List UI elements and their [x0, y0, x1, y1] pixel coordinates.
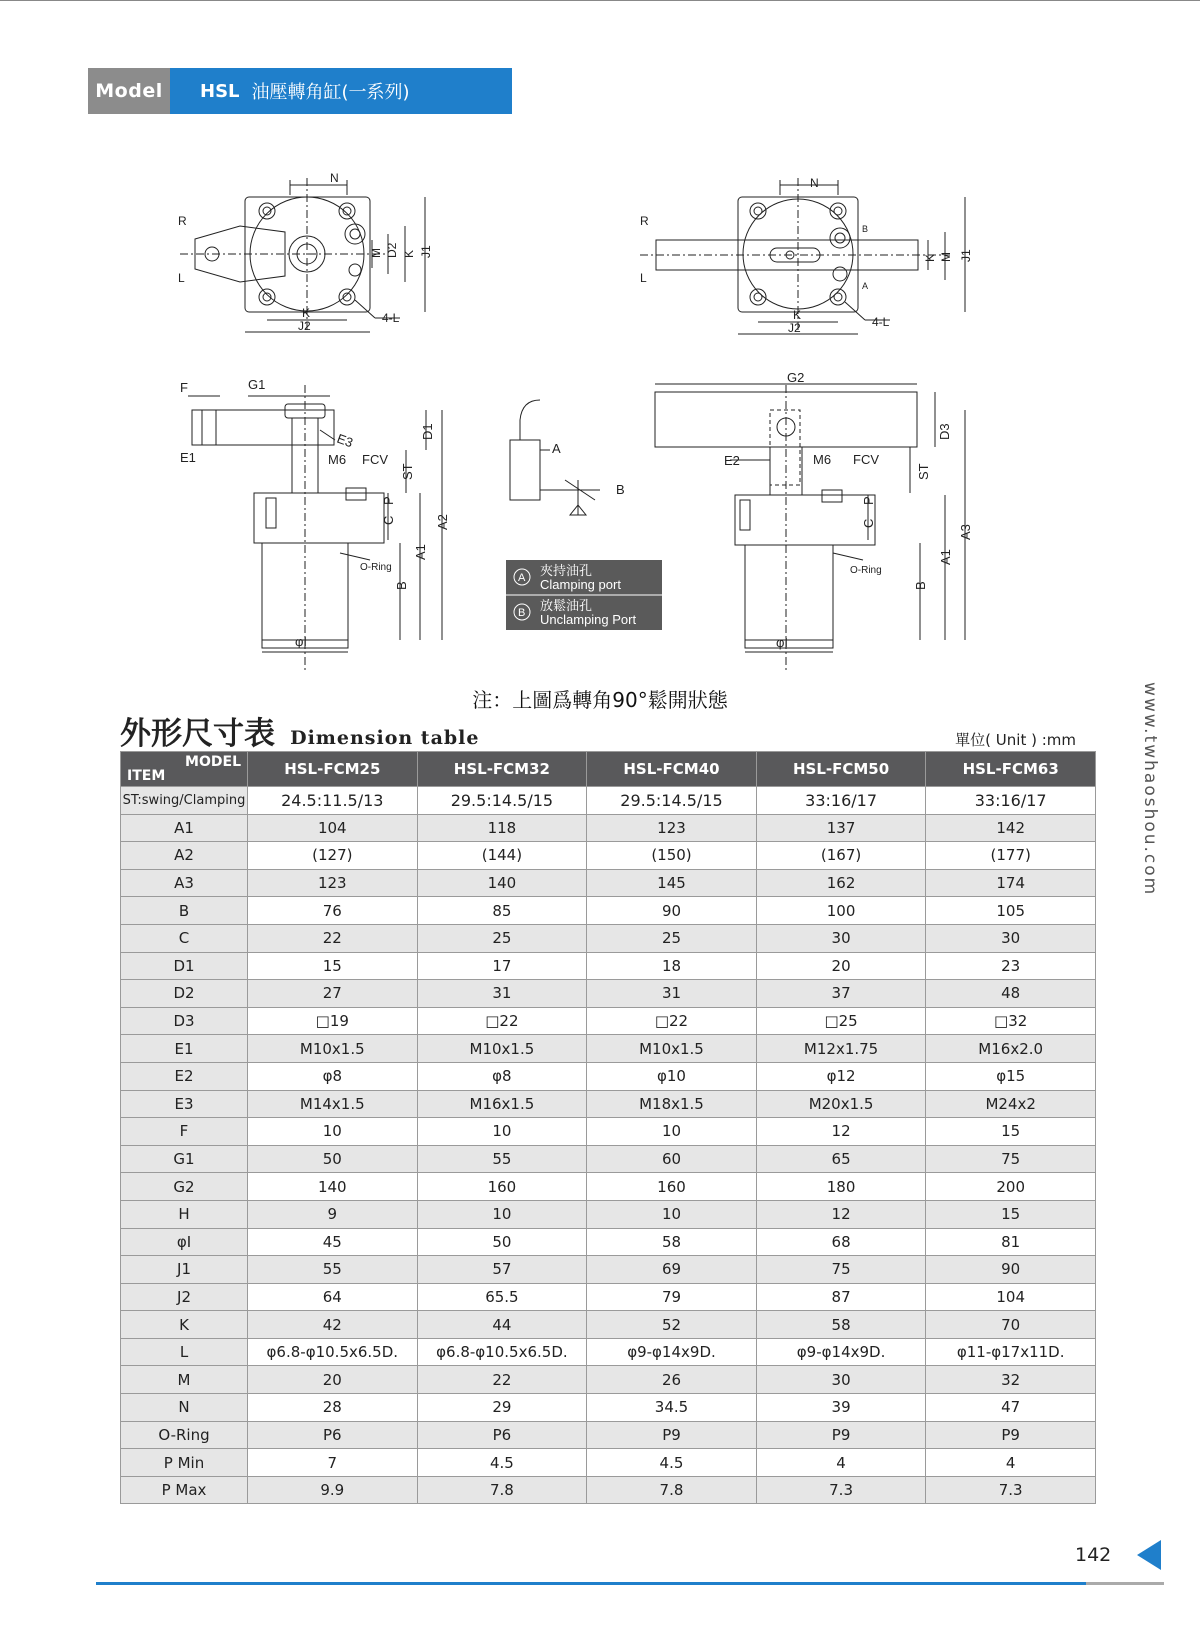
table-header-row: [121, 752, 1096, 787]
column-header: HSL-FCM25: [248, 752, 418, 787]
table-row: [121, 1476, 1096, 1504]
lbl-J1-1: J1: [419, 245, 433, 258]
table-cell: φ9-φ14x9D.: [587, 1338, 757, 1366]
lbl-M6-2: M6: [813, 452, 832, 467]
lbl-F: F: [180, 380, 188, 395]
row-item-label: J2: [121, 1283, 248, 1311]
table-cell: 10: [248, 1118, 418, 1146]
table-cell: 65.5: [417, 1283, 587, 1311]
lbl-E2: E2: [724, 453, 740, 468]
row-item-label: K: [121, 1311, 248, 1339]
table-row: [121, 814, 1096, 842]
table-cell: P9: [926, 1421, 1096, 1449]
table-cell: 29.5:14.5/15: [417, 787, 587, 815]
footer-line-grey: [1086, 1582, 1164, 1585]
table-cell: 105: [926, 897, 1096, 925]
lbl-oring-2: O-Ring: [850, 565, 882, 576]
row-item-label: F: [121, 1118, 248, 1146]
table-cell: 118: [417, 814, 587, 842]
lbl-oring-1: O-Ring: [360, 562, 392, 573]
table-cell: φ8: [248, 1062, 418, 1090]
table-row: [121, 1394, 1096, 1422]
table-cell: 31: [587, 980, 757, 1008]
column-header: HSL-FCM32: [417, 752, 587, 787]
table-cell: □22: [587, 1007, 757, 1035]
table-cell: 12: [756, 1118, 926, 1146]
table-cell: M12x1.75: [756, 1035, 926, 1063]
table-cell: 55: [417, 1145, 587, 1173]
table-cell: 22: [417, 1366, 587, 1394]
drawing-note: 注：上圖爲轉角90°鬆開狀態: [472, 688, 728, 712]
table-corner-cell: [121, 752, 248, 787]
table-cell: 160: [417, 1173, 587, 1201]
table-cell: 34.5: [587, 1394, 757, 1422]
lbl-J2-1: J2: [298, 319, 311, 333]
lbl-D3: D3: [937, 423, 952, 440]
table-row: [121, 1007, 1096, 1035]
row-item-label: N: [121, 1394, 248, 1422]
table-cell: 50: [417, 1228, 587, 1256]
row-item-label: A1: [121, 814, 248, 842]
lbl-M-1: M: [369, 248, 383, 258]
table-cell: 25: [417, 924, 587, 952]
column-header: HSL-FCM63: [926, 752, 1096, 787]
lbl-M-2: M: [939, 252, 953, 262]
lbl-P-1: P: [381, 496, 396, 505]
table-cell: φ9-φ14x9D.: [756, 1338, 926, 1366]
table-cell: 15: [248, 952, 418, 980]
table-cell: 33:16/17: [926, 787, 1096, 815]
table-cell: 200: [926, 1173, 1096, 1201]
lbl-circle-A: A: [862, 281, 869, 291]
lbl-C-1: C: [381, 515, 396, 525]
lbl-FCV-1: FCV: [362, 452, 388, 467]
row-item-label: D1: [121, 952, 248, 980]
table-row: [121, 1256, 1096, 1284]
table-cell: φ11-φ17x11D.: [926, 1338, 1096, 1366]
table-cell: 64: [248, 1283, 418, 1311]
lbl-K-2: K: [793, 308, 802, 322]
lbl-E3: E3: [334, 430, 356, 451]
drawings-svg: [150, 160, 1070, 705]
table-cell: 31: [417, 980, 587, 1008]
lbl-N-2: N: [810, 176, 819, 190]
legend-b-en: Unclamping Port: [540, 612, 637, 627]
row-item-label: O-Ring: [121, 1421, 248, 1449]
legend-b-symbol: B: [518, 607, 526, 619]
table-cell: φ10: [587, 1062, 757, 1090]
table-row: [121, 980, 1096, 1008]
table-cell: 68: [756, 1228, 926, 1256]
technical-drawings: [150, 160, 1070, 705]
lbl-A1-1: A1: [413, 544, 428, 560]
unit-label: 單位( Unit ) :mm: [955, 731, 1076, 749]
page-number: 142: [1075, 1544, 1112, 1566]
top-border-line: [0, 0, 1200, 1]
corner-item-label: ITEM: [127, 768, 166, 784]
table-cell: 7: [248, 1449, 418, 1477]
table-row: [121, 1228, 1096, 1256]
table-cell: P6: [248, 1421, 418, 1449]
table-cell: 9.9: [248, 1476, 418, 1504]
lbl-4L-2: 4-L: [872, 315, 890, 329]
table-cell: 104: [248, 814, 418, 842]
row-item-label: G2: [121, 1173, 248, 1201]
table-cell: 174: [926, 869, 1096, 897]
table-cell: 10: [417, 1118, 587, 1146]
table-cell: 17: [417, 952, 587, 980]
side-view-left: [188, 385, 442, 670]
table-cell: 60: [587, 1145, 757, 1173]
lbl-K-2v: K: [923, 253, 937, 262]
lbl-B-2: B: [913, 581, 928, 590]
table-cell: 162: [756, 869, 926, 897]
side-view-right: [655, 384, 965, 670]
table-row: [121, 1118, 1096, 1146]
lbl-G1: G1: [248, 377, 266, 392]
footer-line: [96, 1582, 1086, 1585]
table-row: [121, 1283, 1096, 1311]
table-cell: 137: [756, 814, 926, 842]
lbl-P-2: P: [861, 496, 876, 505]
row-item-label: E2: [121, 1062, 248, 1090]
row-item-label: L: [121, 1338, 248, 1366]
table-cell: P6: [417, 1421, 587, 1449]
table-cell: 123: [587, 814, 757, 842]
lbl-phiI-1: φI: [295, 634, 308, 649]
table-cell: 15: [926, 1200, 1096, 1228]
lbl-J2-2: J2: [788, 321, 801, 335]
lbl-ST-2: ST: [916, 463, 931, 480]
table-cell: M16x1.5: [417, 1090, 587, 1118]
lbl-M6-1: M6: [328, 452, 347, 467]
table-cell: 123: [248, 869, 418, 897]
table-cell: 104: [926, 1283, 1096, 1311]
lbl-C-2: C: [861, 518, 876, 528]
table-cell: 50: [248, 1145, 418, 1173]
row-item-label: C: [121, 924, 248, 952]
lbl-4L-1: 4-L: [382, 311, 400, 325]
lbl-R-2: R: [640, 214, 649, 228]
table-cell: 160: [587, 1173, 757, 1201]
table-cell: 23: [926, 952, 1096, 980]
table-cell: φ12: [756, 1062, 926, 1090]
row-item-label: A2: [121, 842, 248, 870]
table-cell: 180: [756, 1173, 926, 1201]
legend-a-symbol: A: [518, 572, 526, 584]
corner-model-label: MODEL: [185, 754, 241, 770]
table-cell: 10: [417, 1200, 587, 1228]
row-item-label: B: [121, 897, 248, 925]
row-item-label: M: [121, 1366, 248, 1394]
table-cell: M10x1.5: [248, 1035, 418, 1063]
table-cell: 4: [926, 1449, 1096, 1477]
row-item-label: φI: [121, 1228, 248, 1256]
section-title-zh: 外形尺寸表: [120, 716, 275, 752]
table-cell: 140: [248, 1173, 418, 1201]
table-cell: □32: [926, 1007, 1096, 1035]
table-cell: 7.3: [756, 1476, 926, 1504]
lbl-A3: A3: [958, 524, 973, 540]
table-row: [121, 1090, 1096, 1118]
lbl-L-1: L: [178, 271, 185, 285]
table-cell: 4: [756, 1449, 926, 1477]
table-row: [121, 1145, 1096, 1173]
column-header: HSL-FCM40: [587, 752, 757, 787]
table-cell: M16x2.0: [926, 1035, 1096, 1063]
lbl-D1: D1: [420, 423, 435, 440]
table-cell: 81: [926, 1228, 1096, 1256]
table-cell: 142: [926, 814, 1096, 842]
table-cell: 30: [756, 924, 926, 952]
table-cell: φ6.8-φ10.5x6.5D.: [417, 1338, 587, 1366]
table-cell: φ8: [417, 1062, 587, 1090]
row-item-label: D2: [121, 980, 248, 1008]
table-cell: 90: [587, 897, 757, 925]
table-cell: 7.3: [926, 1476, 1096, 1504]
table-cell: 18: [587, 952, 757, 980]
table-row: [121, 1421, 1096, 1449]
row-item-label: P Min: [121, 1449, 248, 1477]
column-header: HSL-FCM50: [756, 752, 926, 787]
website-url: www.twhaoshou.com: [1140, 682, 1160, 897]
row-item-label: G1: [121, 1145, 248, 1173]
table-cell: M18x1.5: [587, 1090, 757, 1118]
table-cell: 15: [926, 1118, 1096, 1146]
model-label: Model: [88, 68, 170, 114]
table-row: [121, 1062, 1096, 1090]
table-row: [121, 1200, 1096, 1228]
lbl-B-1: B: [394, 581, 409, 590]
lbl-D2: D2: [385, 242, 399, 258]
table-cell: 37: [756, 980, 926, 1008]
table-cell: 20: [756, 952, 926, 980]
row-item-label: J1: [121, 1256, 248, 1284]
table-cell: 29.5:14.5/15: [587, 787, 757, 815]
table-cell: 7.8: [587, 1476, 757, 1504]
table-cell: 28: [248, 1394, 418, 1422]
lbl-phiI-2: φI: [776, 635, 789, 650]
table-cell: (177): [926, 842, 1096, 870]
table-cell: (144): [417, 842, 587, 870]
lbl-K-1v: K: [402, 249, 416, 258]
lbl-L-2: L: [640, 271, 647, 285]
row-item-label: H: [121, 1200, 248, 1228]
table-cell: φ15: [926, 1062, 1096, 1090]
table-cell: 45: [248, 1228, 418, 1256]
table-cell: 9: [248, 1200, 418, 1228]
table-row: [121, 1311, 1096, 1339]
table-cell: 44: [417, 1311, 587, 1339]
row-item-label: E1: [121, 1035, 248, 1063]
table-cell: 20: [248, 1366, 418, 1394]
table-cell: (167): [756, 842, 926, 870]
table-cell: 85: [417, 897, 587, 925]
table-cell: 55: [248, 1256, 418, 1284]
table-row: [121, 924, 1096, 952]
lbl-port-B: B: [616, 482, 625, 497]
row-item-label: D3: [121, 1007, 248, 1035]
table-cell: 4.5: [587, 1449, 757, 1477]
lbl-A2: A2: [435, 514, 450, 530]
legend-a-en: Clamping port: [540, 577, 621, 592]
table-cell: 58: [587, 1228, 757, 1256]
dimension-table: [120, 751, 1096, 1504]
table-cell: 30: [926, 924, 1096, 952]
table-row: [121, 1035, 1096, 1063]
table-cell: 29: [417, 1394, 587, 1422]
lbl-A1-2: A1: [938, 549, 953, 565]
table-cell: 70: [926, 1311, 1096, 1339]
table-cell: 42: [248, 1311, 418, 1339]
table-cell: □19: [248, 1007, 418, 1035]
model-header-bar: [88, 68, 512, 114]
table-body: [121, 787, 1096, 1504]
series-name: 油壓轉角缸(一系列): [251, 82, 410, 103]
table-row: [121, 1338, 1096, 1366]
table-cell: (150): [587, 842, 757, 870]
row-item-label: E3: [121, 1090, 248, 1118]
table-cell: 27: [248, 980, 418, 1008]
table-row: [121, 952, 1096, 980]
table-cell: P9: [756, 1421, 926, 1449]
table-cell: 7.8: [417, 1476, 587, 1504]
table-cell: φ6.8-φ10.5x6.5D.: [248, 1338, 418, 1366]
lbl-ST-1: ST: [400, 463, 415, 480]
table-cell: 79: [587, 1283, 757, 1311]
page-arrow-icon: [1137, 1540, 1161, 1570]
table-cell: 10: [587, 1118, 757, 1146]
row-item-label: A3: [121, 869, 248, 897]
table-cell: 87: [756, 1283, 926, 1311]
legend-a-zh: 夾持油孔: [540, 563, 593, 578]
table-cell: M10x1.5: [417, 1035, 587, 1063]
lbl-R-1: R: [178, 214, 187, 228]
table-cell: M10x1.5: [587, 1035, 757, 1063]
table-cell: 10: [587, 1200, 757, 1228]
table-cell: 30: [756, 1366, 926, 1394]
table-cell: 33:16/17: [756, 787, 926, 815]
table-cell: (127): [248, 842, 418, 870]
table-cell: 76: [248, 897, 418, 925]
table-cell: □22: [417, 1007, 587, 1035]
table-cell: 140: [417, 869, 587, 897]
series-title: [170, 68, 512, 114]
lbl-E1: E1: [180, 450, 196, 465]
table-cell: 26: [587, 1366, 757, 1394]
table-cell: 48: [926, 980, 1096, 1008]
table-row: [121, 787, 1096, 815]
table-cell: 58: [756, 1311, 926, 1339]
table-cell: M14x1.5: [248, 1090, 418, 1118]
section-title-en: Dimension table: [290, 727, 480, 749]
schematic-labels: [552, 441, 625, 497]
hydraulic-schematic: [510, 400, 600, 515]
table-row: [121, 1173, 1096, 1201]
table-row: [121, 869, 1096, 897]
plan-view-right: [640, 178, 965, 334]
lbl-circle-B: B: [862, 224, 869, 234]
lbl-port-A: A: [552, 441, 561, 456]
table-cell: 24.5:11.5/13: [248, 787, 418, 815]
table-cell: 25: [587, 924, 757, 952]
series-code: HSL: [200, 80, 240, 102]
row-item-label: ST:swing/Clamping: [121, 787, 248, 815]
lbl-K-1: K: [302, 306, 311, 320]
table-cell: 75: [926, 1145, 1096, 1173]
table-cell: □25: [756, 1007, 926, 1035]
table-cell: 90: [926, 1256, 1096, 1284]
table-cell: 69: [587, 1256, 757, 1284]
legend-b-zh: 放鬆油孔: [540, 598, 593, 613]
table-cell: 57: [417, 1256, 587, 1284]
table-row: [121, 897, 1096, 925]
table-cell: 12: [756, 1200, 926, 1228]
table-row: [121, 842, 1096, 870]
section-title: [120, 708, 480, 753]
table-row: [121, 1449, 1096, 1477]
table-cell: 22: [248, 924, 418, 952]
table-cell: 52: [587, 1311, 757, 1339]
table-cell: 4.5: [417, 1449, 587, 1477]
table-cell: 32: [926, 1366, 1096, 1394]
table-cell: 100: [756, 897, 926, 925]
table-cell: M20x1.5: [756, 1090, 926, 1118]
table-cell: P9: [587, 1421, 757, 1449]
table-cell: 39: [756, 1394, 926, 1422]
lbl-J1-2: J1: [959, 249, 973, 262]
lbl-FCV-2: FCV: [853, 452, 879, 467]
table-cell: 145: [587, 869, 757, 897]
table-cell: 47: [926, 1394, 1096, 1422]
table-row: [121, 1366, 1096, 1394]
table-cell: M24x2: [926, 1090, 1096, 1118]
lbl-N-1: N: [330, 171, 339, 185]
row-item-label: P Max: [121, 1476, 248, 1504]
table-cell: 75: [756, 1256, 926, 1284]
lbl-G2: G2: [787, 370, 805, 385]
plan-view-left-labels: [178, 171, 433, 333]
table-cell: 65: [756, 1145, 926, 1173]
side-view-right-labels: [724, 370, 973, 650]
